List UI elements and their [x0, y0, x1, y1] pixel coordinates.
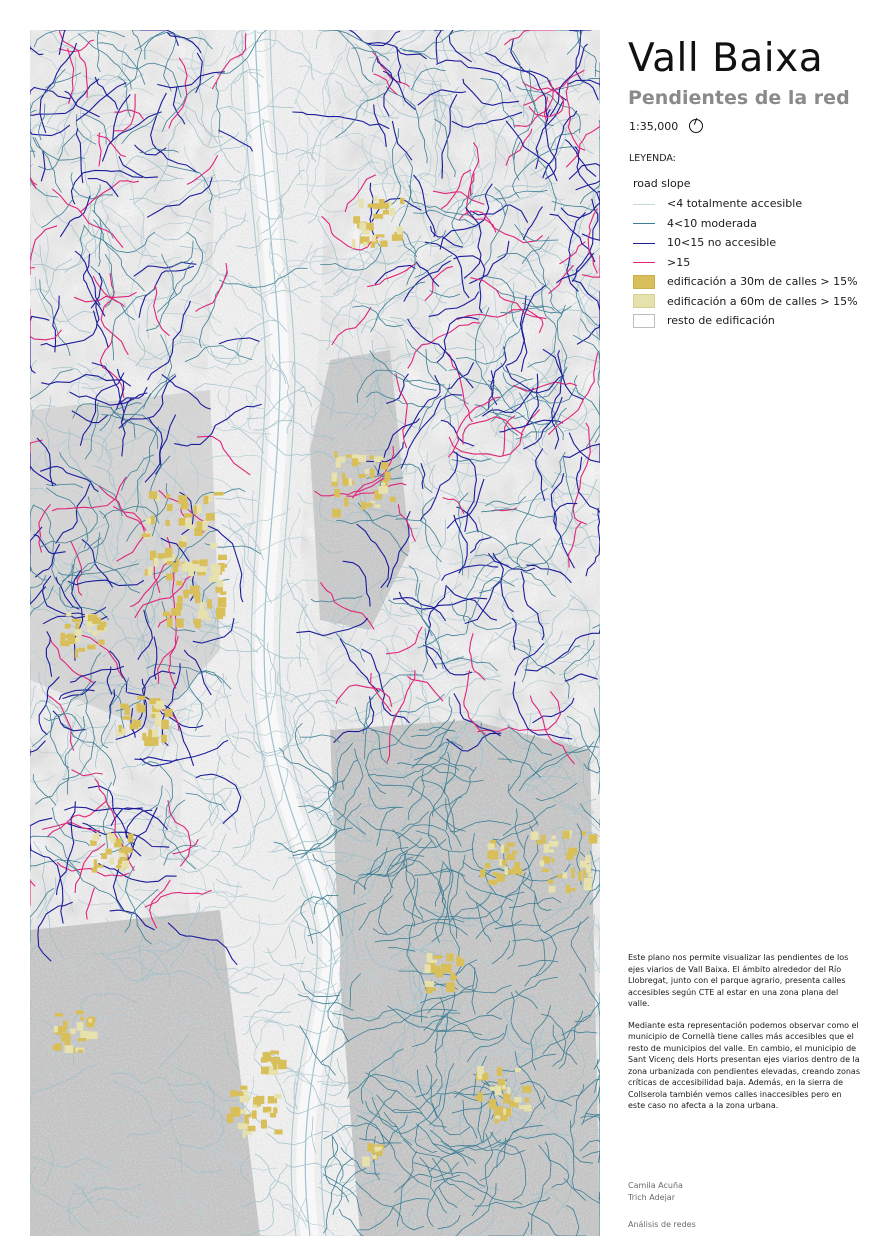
- map-title: Vall Baixa: [628, 36, 824, 81]
- building-block: [119, 849, 123, 853]
- building-block: [238, 1123, 248, 1129]
- building-block: [362, 230, 369, 235]
- building-block: [65, 1039, 71, 1046]
- building-block: [216, 607, 225, 616]
- building-block: [154, 558, 159, 567]
- legend-subheading: road slope: [633, 177, 691, 190]
- building-block: [120, 704, 128, 709]
- building-block: [92, 631, 98, 636]
- building-block: [261, 1120, 267, 1129]
- building-block: [433, 955, 442, 959]
- legend-item: [633, 311, 858, 331]
- building-block: [363, 242, 368, 247]
- building-block: [563, 831, 570, 839]
- building-block: [180, 503, 188, 509]
- building-block: [578, 871, 582, 881]
- building-block: [197, 505, 202, 513]
- building-block: [176, 603, 183, 610]
- building-block: [274, 1107, 277, 1113]
- building-block: [149, 491, 157, 499]
- building-block: [178, 518, 185, 526]
- building-block: [568, 853, 574, 857]
- building-block: [252, 1105, 257, 1108]
- building-block: [441, 964, 450, 973]
- building-block: [397, 226, 402, 234]
- building-block: [359, 222, 366, 230]
- building-block: [502, 860, 507, 866]
- building-block: [87, 645, 95, 650]
- legend-label: edificación a 30m de calles > 15%: [667, 275, 858, 289]
- legend-label: >15: [667, 255, 691, 269]
- building-block: [163, 612, 170, 617]
- building-block: [425, 964, 431, 973]
- building-block: [488, 843, 495, 849]
- building-block: [584, 878, 592, 885]
- building-block: [551, 858, 554, 863]
- legend-item: [633, 272, 858, 292]
- building-block: [119, 853, 125, 857]
- building-block: [78, 648, 85, 652]
- legend-line-swatch: [633, 236, 655, 250]
- building-block: [151, 515, 155, 524]
- building-block: [485, 863, 491, 869]
- building-block: [149, 736, 158, 746]
- building-block: [586, 864, 591, 873]
- building-block: [369, 455, 373, 459]
- building-block: [176, 581, 182, 586]
- building-block: [506, 843, 514, 847]
- building-block: [218, 555, 227, 560]
- building-block: [142, 534, 151, 537]
- building-block: [66, 612, 71, 616]
- building-block: [537, 840, 541, 845]
- building-block: [549, 849, 554, 852]
- building-block: [373, 197, 377, 202]
- building-block: [57, 1026, 67, 1032]
- building-block: [507, 1087, 510, 1094]
- legend-fill-swatch: [633, 314, 655, 328]
- building-block: [270, 1051, 279, 1055]
- building-block: [373, 214, 383, 219]
- building-block: [381, 482, 385, 485]
- building-block: [138, 705, 146, 713]
- building-block: [431, 966, 440, 974]
- building-block: [183, 590, 193, 594]
- building-block: [200, 559, 208, 566]
- building-block: [126, 847, 133, 852]
- building-block: [55, 1043, 62, 1051]
- building-block: [334, 489, 340, 497]
- building-block: [88, 1031, 98, 1039]
- legend-heading: LEYENDA:: [629, 153, 676, 164]
- building-block: [506, 854, 515, 860]
- building-block: [181, 563, 190, 571]
- description: [628, 952, 860, 1122]
- building-block: [566, 888, 576, 892]
- building-block: [110, 857, 114, 864]
- building-block: [116, 865, 121, 868]
- building-block: [274, 1094, 281, 1098]
- building-block: [375, 234, 385, 237]
- building-block: [375, 456, 384, 460]
- building-block: [220, 591, 227, 595]
- building-block: [349, 478, 352, 486]
- building-block: [583, 870, 586, 879]
- building-block: [362, 1157, 370, 1167]
- building-block: [582, 831, 586, 836]
- building-block: [332, 509, 341, 518]
- building-block: [336, 457, 345, 463]
- legend-fill-swatch: [633, 275, 655, 289]
- building-block: [206, 617, 211, 620]
- building-block: [588, 873, 592, 877]
- building-block: [89, 1019, 92, 1023]
- building-block: [503, 1094, 511, 1104]
- building-block: [531, 832, 539, 841]
- building-block: [173, 563, 179, 572]
- building-block: [525, 1098, 530, 1103]
- building-block: [352, 458, 358, 466]
- building-block: [161, 735, 167, 743]
- building-block: [165, 709, 173, 717]
- building-block: [245, 1115, 249, 1124]
- description-paragraph: Este plano nos permite visualizar las pendientes de los ejes viarios de Vall Baixa. El ámbito alrededor del Río Llobregat, junto con el parque agrario, presenta calles accesibles según CTE al estar en una zona plana del valle.: [628, 953, 849, 1008]
- building-block: [240, 1086, 247, 1090]
- building-block: [122, 729, 127, 735]
- building-block: [372, 235, 376, 242]
- legend-label: <4 totalmente accesible: [667, 197, 803, 211]
- building-block: [427, 988, 436, 992]
- description-paragraph: Mediante esta representación podemos observar como el municipio de Cornellà tiene calles más accesibles que el resto de municipios del valle. En cambio, el municipio de Sant Vicenç dels Horts presentan ejes viarios dentro de la zona urbanizada con pendientes elevadas, creando zonas críticas de accesibilidad baja. Además, en la sierra de Collserola también vemos calles inaccesibles pero en este caso no afecta a la zona urbana.: [628, 1020, 860, 1110]
- legend-label: 4<10 moderada: [667, 216, 757, 230]
- legend-line-swatch: [633, 197, 655, 211]
- building-block: [195, 619, 201, 628]
- building-block: [352, 239, 356, 248]
- building-block: [190, 565, 198, 571]
- map-canvas: [30, 30, 600, 1236]
- building-block: [515, 1068, 521, 1072]
- building-block: [336, 462, 341, 468]
- building-block: [214, 492, 224, 496]
- building-block: [514, 1097, 521, 1103]
- building-block: [69, 637, 75, 644]
- building-block: [383, 210, 389, 215]
- building-block: [584, 885, 592, 891]
- building-block: [373, 1155, 377, 1159]
- building-block: [116, 732, 121, 736]
- building-block: [359, 199, 364, 209]
- building-block: [230, 1090, 237, 1097]
- building-block: [94, 859, 97, 867]
- building-block: [274, 1129, 282, 1134]
- north-arrow-icon: [689, 119, 703, 133]
- legend-label: 10<15 no accesible: [667, 236, 777, 250]
- building-block: [207, 599, 212, 609]
- building-block: [541, 835, 546, 844]
- building-block: [148, 567, 153, 576]
- footer-label: Análisis de redes: [628, 1220, 696, 1229]
- building-block: [167, 617, 173, 627]
- building-block: [370, 469, 374, 478]
- building-block: [176, 619, 184, 628]
- building-block: [166, 574, 173, 581]
- building-block: [204, 496, 209, 505]
- legend-list: [633, 194, 858, 331]
- building-block: [490, 850, 498, 859]
- building-block: [218, 580, 224, 587]
- building-block: [197, 572, 206, 575]
- legend-item: [633, 253, 858, 273]
- building-block: [475, 1096, 479, 1099]
- building-block: [389, 208, 395, 216]
- building-block: [232, 1109, 240, 1117]
- building-block: [501, 845, 504, 854]
- building-block: [378, 486, 388, 494]
- building-block: [390, 497, 396, 502]
- building-block: [167, 504, 173, 511]
- building-block: [88, 629, 92, 632]
- building-block: [353, 216, 360, 223]
- building-block: [246, 1131, 252, 1135]
- building-block: [270, 1113, 276, 1118]
- building-block: [506, 1108, 512, 1117]
- building-block: [548, 879, 554, 884]
- building-block: [519, 1105, 527, 1109]
- author-name: Trich Adejar: [628, 1192, 675, 1202]
- building-block: [122, 861, 129, 869]
- building-block: [243, 1130, 246, 1138]
- building-block: [179, 541, 187, 547]
- building-block: [195, 593, 200, 603]
- building-block: [97, 625, 104, 630]
- building-block: [392, 235, 398, 242]
- building-block: [261, 1067, 269, 1075]
- building-block: [122, 716, 131, 720]
- building-block: [498, 1079, 506, 1085]
- building-block: [557, 874, 562, 878]
- building-block: [342, 473, 346, 479]
- building-block: [166, 494, 170, 498]
- building-block: [78, 1038, 87, 1041]
- building-block: [158, 553, 166, 559]
- building-block: [75, 629, 82, 636]
- building-block: [374, 504, 380, 508]
- building-block: [381, 462, 389, 469]
- legend-item: [633, 233, 858, 253]
- building-block: [165, 548, 172, 558]
- building-block: [178, 495, 187, 504]
- building-block: [383, 240, 387, 244]
- building-block: [375, 205, 383, 209]
- building-block: [161, 720, 169, 730]
- building-block: [589, 840, 595, 844]
- building-block: [544, 844, 549, 852]
- building-block: [332, 473, 337, 482]
- building-block: [54, 1026, 58, 1032]
- building-block: [522, 1086, 531, 1093]
- building-block: [55, 1013, 64, 1016]
- building-block: [400, 198, 404, 204]
- legend-item: [633, 292, 858, 312]
- legend-label: resto de edificación: [667, 314, 775, 328]
- building-block: [554, 841, 558, 845]
- building-block: [497, 1067, 502, 1076]
- building-block: [549, 886, 556, 893]
- building-block: [202, 523, 206, 530]
- building-block: [152, 729, 158, 737]
- building-block: [65, 1045, 74, 1053]
- building-block: [177, 596, 183, 603]
- building-block: [374, 1147, 382, 1151]
- building-block: [366, 503, 372, 507]
- building-block: [359, 474, 366, 478]
- building-block: [540, 860, 545, 866]
- legend-line-swatch: [633, 255, 655, 269]
- building-block: [80, 1017, 84, 1021]
- building-block: [212, 565, 220, 575]
- building-block: [75, 649, 78, 658]
- building-block: [425, 981, 434, 987]
- building-block: [212, 574, 219, 581]
- building-block: [542, 868, 549, 872]
- legend-item: [633, 194, 858, 214]
- building-block: [210, 543, 217, 548]
- building-block: [106, 849, 112, 855]
- building-block: [450, 973, 455, 981]
- building-block: [480, 869, 485, 878]
- building-block: [206, 513, 215, 521]
- building-block: [563, 872, 568, 878]
- building-block: [252, 1110, 257, 1118]
- building-block: [142, 733, 146, 741]
- legend-item: [633, 214, 858, 234]
- building-block: [334, 451, 337, 458]
- building-block: [155, 712, 161, 719]
- building-block: [92, 617, 101, 624]
- building-block: [76, 1010, 84, 1014]
- building-block: [446, 982, 455, 992]
- building-block: [428, 960, 437, 963]
- building-block: [78, 1050, 83, 1053]
- building-block: [65, 635, 73, 638]
- building-block: [365, 469, 369, 474]
- building-block: [65, 624, 71, 629]
- building-block: [60, 633, 65, 642]
- building-block: [446, 953, 453, 961]
- author-name: Camila Acuña: [628, 1181, 683, 1190]
- building-block: [273, 1061, 277, 1070]
- building-block: [504, 867, 508, 876]
- building-block: [488, 880, 497, 885]
- building-block: [199, 602, 203, 611]
- building-block: [512, 851, 517, 855]
- building-block: [367, 1143, 374, 1151]
- slope-map[interactable]: [30, 30, 600, 1236]
- building-block: [70, 1028, 76, 1033]
- building-block: [385, 472, 391, 481]
- building-block: [365, 223, 374, 231]
- building-block: [156, 701, 165, 710]
- building-block: [456, 959, 464, 966]
- building-block: [182, 536, 187, 542]
- building-block: [344, 498, 348, 507]
- building-block: [72, 619, 81, 622]
- building-block: [494, 1106, 504, 1115]
- building-block: [513, 867, 520, 874]
- building-block: [77, 1022, 84, 1031]
- map-subtitle: Pendientes de la red: [628, 87, 850, 109]
- building-block: [130, 723, 139, 729]
- building-block: [244, 1090, 248, 1093]
- building-block: [571, 868, 574, 878]
- building-block: [92, 834, 97, 841]
- building-block: [495, 1085, 501, 1095]
- building-block: [184, 513, 193, 517]
- legend-line-swatch: [633, 216, 655, 230]
- building-block: [166, 520, 170, 526]
- building-block: [192, 560, 199, 564]
- building-block: [137, 696, 145, 700]
- building-block: [92, 867, 97, 872]
- legend-label: edificación a 60m de calles > 15%: [667, 294, 858, 308]
- building-block: [98, 640, 104, 645]
- building-block: [218, 597, 227, 607]
- building-block: [477, 1071, 482, 1080]
- building-block: [107, 834, 115, 840]
- building-block: [504, 847, 509, 853]
- building-block: [128, 833, 134, 842]
- building-block: [361, 502, 366, 510]
- scale-label: 1:35,000: [629, 120, 679, 133]
- building-block: [483, 1074, 487, 1080]
- legend-fill-swatch: [633, 294, 655, 308]
- building-block: [248, 1126, 256, 1132]
- building-block: [75, 623, 79, 630]
- authors: [628, 1180, 683, 1203]
- building-block: [496, 873, 500, 879]
- building-block: [551, 836, 556, 840]
- building-block: [187, 524, 195, 529]
- building-block: [237, 1092, 244, 1096]
- building-block: [279, 1064, 285, 1069]
